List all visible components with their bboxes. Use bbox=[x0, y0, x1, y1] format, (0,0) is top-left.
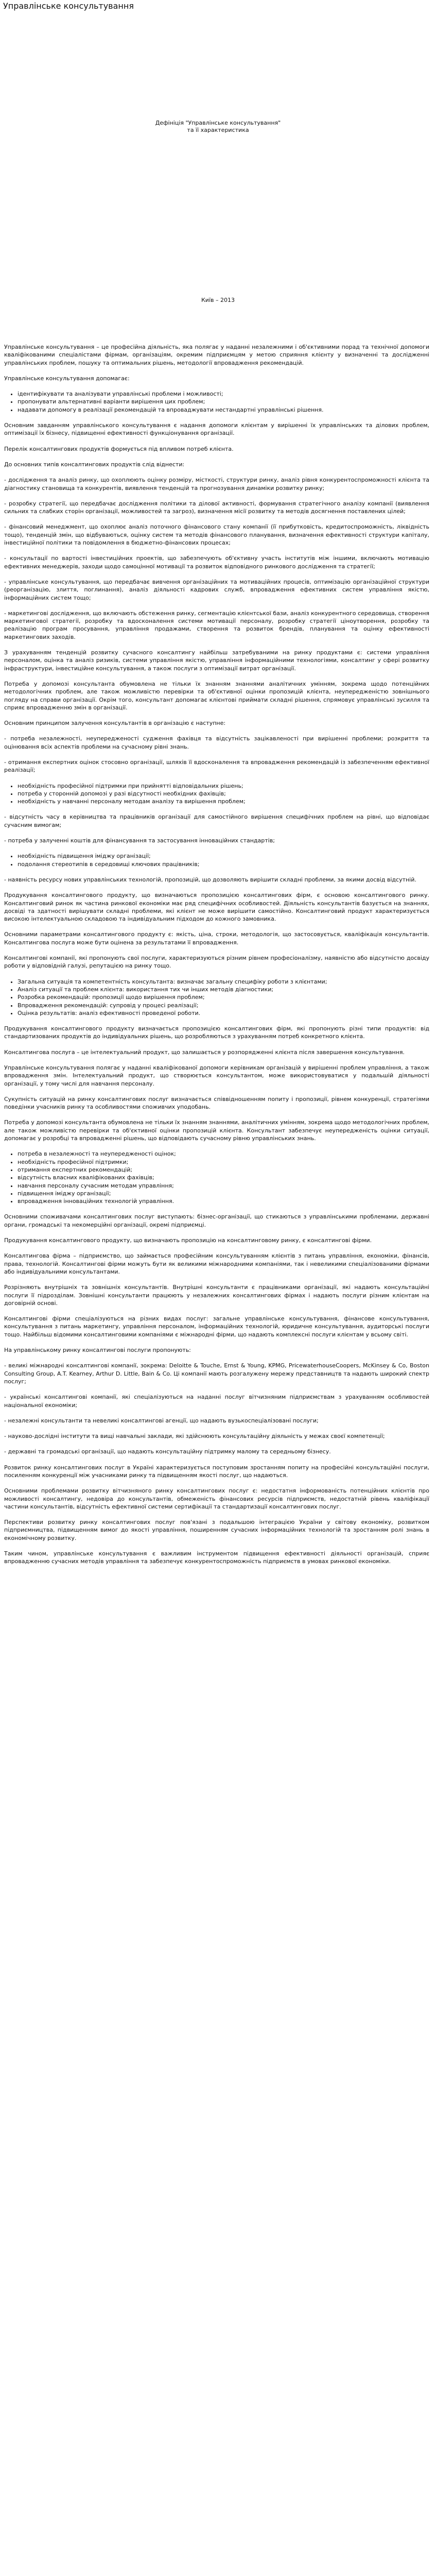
paragraph: З урахуванням тенденцій розвитку сучасного консалтингу найбільш затребуваними на ринку продуктами є: системи управління персоналом, оцінка та аналіз ризиків, системи управління якістю, управління інформаційними технологіями, консалтинг у сфері розвитку інфраструктури, інвестиційне консультування, а також послуги з оптимізації витрат організації. bbox=[4, 649, 429, 672]
paragraph: - незалежні консультанти та невеликі консалтингові агенції, що надають вузькоспеціалізовані послуги; bbox=[4, 1417, 319, 1424]
paragraph: Управлінське консультування полягає у наданні кваліфікованої допомоги керівникам організацій у вирішенні проблем управління, а також впровадження змін. Інтелектуальний продукт, що створюється консультантом, може використовуватися у подальшій діяльності організації, у тому числі для навчання персоналу. bbox=[4, 1064, 429, 1087]
paragraph: Таким чином, управлінське консультування є важливим інструментом підвищення ефективності діяльності організацій, сприяє впровадженню сучасних методів управління та забезпечує конкурентоспроможність підприємств в умовах ринкової економіки. bbox=[4, 1550, 429, 1565]
paragraph: Продукування консалтингового продукту, що визначаються пропозицією консалтингових фірм, є основою консалтингового ринку. Консалтинговий ринок як частина ринкової економіки має ряд специфічних особливостей. Діяльність консультантів базується на знаннях, досвіді та здатності вирішувати складні проблеми, які клієнт не може вирішити самостійно. Консалтинговий продукт характеризується високою інтелектуальною складовою та індивідуальним підходом до кожного замовника. bbox=[4, 892, 429, 923]
characteristics-heading: та її характеристика bbox=[187, 127, 249, 133]
paragraph: Основними проблемами розвитку вітчизняного ринку консалтингових послуг є: недостатня інформованість потенційних клієнтів про можливості консалтингу, недовіра до консультантів, обмеженість фінансових ресурсів підприємств, недостатній рівень кваліфікації частини консультантів, відсутність ефективної системи сертифікації та стандартизації консалтингових послуг. bbox=[4, 1487, 429, 1510]
paragraph: - фінансовий менеджмент, що охоплює аналіз поточного фінансового стану компанії (її прибутковість, кредитоспроможність, ліквідність тощо), тенденцій змін, що відбуваються, оцінку систем та методів фінансового планування, визначення ефективності структури капіталу, інвестиційної політики та повідомлення в бюджетно-фінансових процесах; bbox=[4, 523, 429, 547]
paragraph: - дослідження та аналіз ринку, що охоплюють оцінку розміру, місткості, структури ринку, аналіз рівня конкурентоспроможності клієнта та діагностику становища та конкурентів, виявлення тенденцій та прогнозування динаміки розвитку ринку; bbox=[4, 477, 429, 492]
paragraph: Продукування консалтингового продукту визначається пропозицією консалтингових фірм, які пропонують різні типи продуктів: від стандартизованих продуктів до індивідуальних рішень, що розробляються з урахуванням потреб конкретного клієнта. bbox=[4, 1025, 429, 1040]
list-item: • Впровадження рекомендацій: супровід у процесі реалізації; bbox=[18, 1002, 429, 1009]
paragraph: - великі міжнародні консалтингові компанії, зокрема: Deloitte & Touche, Ernst & Young, KPMG, PricewaterhouseCoopers, McKinsey & Co, Boston Consulting Group, A.T. Kearney, Arthur D. Little, Bain & Co. Ці компанії мають розгалужену мережу представництв та надають широкий спектр послуг; bbox=[4, 1362, 429, 1385]
paragraph: Консалтингова послуга – це інтелектуальний продукт, що залишається у розпорядженні клієнта після завершення консультування. bbox=[4, 1048, 405, 1056]
list-item: • Оцінка результатів: аналіз ефективності проведеної роботи. bbox=[18, 1009, 429, 1017]
paragraph: - потреба незалежності, неупередженості судження фахівця та відсутність зацікавленості при вирішенні проблеми; розкриття та оцінювання всіх аспектів проблеми на сучасному рівні знань. bbox=[4, 735, 429, 750]
paragraph: Консалтингова фірма – підприємство, що займається професійним консультуванням клієнтів з питань управління, економіки, фінансів, права, технологій. Консалтингові фірми можуть бути як великими міжнародними компаніями, так і невеликими спеціалізованими фірмами або індивідуальними консультантами. bbox=[4, 1252, 429, 1275]
list-item: • необхідність професійної підтримки при прийнятті відповідальних рішень; bbox=[18, 782, 429, 790]
paragraph: - державні та громадські організації, що надають консультаційну підтримку малому та середньому бізнесу. bbox=[4, 1448, 331, 1455]
paragraph: - розробку стратегії, що передбачає дослідження політики та ділової активності, формування стратегічного аналізу компанії (виявлення сильних та слабких сторін організації, можливостей та загроз), визначення місії розвитку та методів досягнення поставлених цілей; bbox=[4, 500, 429, 515]
paragraph: - отримання експертних оцінок стосовно організації, шляхів її вдосконалення та впровадження рекомендацій із забезпеченням ефективної реалізації; bbox=[4, 758, 429, 774]
city-year: Київ – 2013 bbox=[201, 297, 235, 303]
paragraph: Управлінське консультування допомагає: bbox=[4, 375, 130, 382]
document-body bbox=[4, 343, 429, 1573]
list-item: • відсутність власних кваліфікованих фахівців; bbox=[18, 1174, 429, 1181]
bullet-list bbox=[4, 782, 429, 806]
paragraph: - українські консалтингові компанії, які спеціалізуються на наданні послуг вітчизняним підприємствам з урахуванням особливостей національної економіки; bbox=[4, 1394, 429, 1409]
paragraph: Потреба у допомозі консультанта обумовлена не тільки їх знанням знаннями аналітичних умінням, зокрема щодо потенційних методологічних проблем, але також можливістю перевірки та об'єктивної оцінки пропозицій клієнта, неупередженістю зовнішнього погляду на справи організації. Окрім того, консультант допомагає клієнтові приймати складні рішення, спрямовує управлінські зусилля та сприяє впровадженню змін в організації. bbox=[4, 680, 429, 711]
page-title: Управлінське консультування bbox=[3, 1, 134, 11]
list-item: • Загальна ситуація та компетентність консультанта: визначає загальну специфіку роботи з клієнтами; bbox=[18, 978, 429, 986]
definition-heading: Дефініція "Управлінське консультування" bbox=[155, 120, 281, 126]
paragraph: - потреба у залученні коштів для фінансування та застосування інноваційних стандартів; bbox=[4, 837, 275, 844]
paragraph: Перспективи розвитку ринку консалтингових послуг пов'язані з подальшою інтеграцією України у світову економіку, розвитком підприємництва, підвищенням вимог до якості управління, поширенням сучасних інформаційних технологій та зростанням ролі знань в економічному розвитку. bbox=[4, 1519, 429, 1541]
paragraph: На управлінському ринку консалтингові послуги пропонують: bbox=[4, 1347, 191, 1354]
list-item: • впровадження інноваційних технологій управління. bbox=[18, 1197, 429, 1205]
list-item: • потреба у сторонній допомозі у разі відсутності необхідних фахівців; bbox=[18, 790, 429, 798]
paragraph: - наявність ресурсу нових управлінських технологій, пропозицій, що дозволяють вирішити складні проблеми, за якими досвід відсутній. bbox=[4, 876, 416, 883]
paragraph: - науково-дослідні інститути та вищі навчальні заклади, які здійснюють консультаційну діяльність у межах своєї компетенції; bbox=[4, 1433, 385, 1440]
paragraph: Управлінське консультування – це професійна діяльність, яка полягає у наданні незалежними і об'єктивними порад та технічної допомоги кваліфікованими спеціалістами фірмам, організаціям, окремим підприємцям у метою сприяння клієнту у визначенні та дослідженні управлінських проблем, пошуку та оптимальних рішень, методології впровадження рекомендацій. bbox=[4, 344, 429, 366]
list-item: • навчання персоналу сучасним методам управління; bbox=[18, 1182, 429, 1190]
list-item: • Аналіз ситуації та проблем клієнта: використання тих чи інших методів діагностики; bbox=[18, 986, 429, 993]
paragraph: - управлінське консультування, що передбачає вивчення організаційних та мотиваційних процесів, оптимізацію організаційної структури (реорганізацію, злиття, поглинання), аналіз діяльності кадрових служб, впровадження ефективних систем управління якістю, інформаційних систем тощо; bbox=[4, 578, 429, 601]
paragraph: Основними параметрами консалтингового продукту є: якість, ціна, строки, методологія, що застосовується, кваліфікація консультантів. Консалтингова послуга може бути оцінена за результатами її впровадження. bbox=[4, 931, 429, 946]
list-item: • надавати допомогу в реалізації рекомендацій та впроваджувати нестандартні управлінські рішення. bbox=[18, 406, 429, 414]
paragraph: Перелік консалтингових продуктів формується під впливом потреб клієнта. bbox=[4, 445, 234, 452]
paragraph: Розрізняють внутрішніх та зовнішніх консультантів. Внутрішні консультанти є працівниками організації, які надають консультаційні послуги її підрозділам. Зовнішні консультанти працюють у незалежних консалтингових фірмах і надають послуги різним клієнтам на договірній основі. bbox=[4, 1284, 429, 1307]
paragraph: Сукупність ситуацій на ринку консалтингових послуг визначається співвідношенням попиту і пропозиції, рівнем конкуренції, стратегіями поведінки учасників ринку та особливостями споживчих уподобань. bbox=[4, 1095, 429, 1111]
list-item: • підвищення іміджу організації; bbox=[18, 1190, 429, 1197]
list-item: • необхідність підвищення іміджу організації; bbox=[18, 852, 429, 860]
list-item: • отримання експертних рекомендацій; bbox=[18, 1166, 429, 1174]
list-item: • ідентифікувати та аналізувати управлінські проблеми і можливості; bbox=[18, 390, 429, 398]
paragraph: - відсутність часу в керівництва та працівників організації для самостійного вирішення специфічних проблем на рівні, що відповідає сучасним вимогам; bbox=[4, 814, 429, 828]
paragraph: Основним принципом залучення консультантів в організацію є наступне: bbox=[4, 720, 226, 727]
list-item: • потреба в незалежності та неупередженості оцінок; bbox=[18, 1150, 429, 1158]
bullet-list bbox=[4, 1150, 429, 1205]
list-item: • Розробка рекомендацій: пропозиції щодо вирішення проблем; bbox=[18, 993, 429, 1001]
paragraph: Розвиток ринку консалтингових послуг в Україні характеризується поступовим зростанням попиту на професійні консультаційні послуги, посиленням конкуренції між учасниками ринку та підвищенням якості послуг, що надаються. bbox=[4, 1464, 429, 1479]
paragraph: - консультації по вартості інвестиційних проектів, що забезпечують об'єктивну участь інститутів між іншими, включають мотивацію ефективних менеджерів, заходи щодо самоцінної мотивації та розвиток відповідного ринкового дослідження та стратегії; bbox=[4, 555, 429, 570]
list-item: • пропонувати альтернативні варіанти вирішення цих проблем; bbox=[18, 398, 429, 405]
paragraph: Консалтингові фірми спеціалізуються на різних видах послуг: загальне управлінське консультування, фінансове консультування, консультування з питань маркетингу, управління персоналом, інформаційних технологій, юридичне консультування, аудиторські послуги тощо. Найбільш відомими консалтинговими компаніями є міжнародні фірми, що надають комплексні послуги клієнтам у всьому світі. bbox=[4, 1315, 429, 1338]
list-item: • необхідність професійної підтримки; bbox=[18, 1158, 429, 1166]
bullet-list bbox=[4, 390, 429, 414]
paragraph: Основними споживачами консалтингових послуг виступають: бізнес-організації, що стикаються з управлінськими проблемами, державні органи, громадські та некомерційні організації, окремі підприємці. bbox=[4, 1213, 429, 1228]
paragraph: Продукування консалтингового продукту, що визначають пропозицію на консалтинговому ринку, є консалтингові фірми. bbox=[4, 1237, 372, 1244]
bullet-list bbox=[4, 978, 429, 1017]
paragraph: До основних типів консалтингових продуктів слід віднести: bbox=[4, 461, 185, 468]
list-item: • подолання стереотипів в середовищі ключових працівників; bbox=[18, 860, 429, 868]
paragraph: Консалтингові компанії, які пропонують свої послуги, характеризуються різним рівнем професіоналізму, наявністю або відсутністю досвіду роботи у відповідній галузі, репутацією на ринку тощо. bbox=[4, 955, 429, 970]
list-item: • необхідність у навчанні персоналу методам аналізу та вирішення проблем; bbox=[18, 798, 429, 805]
paragraph: Основним завданням управлінського консультування є надання допомоги клієнтам у вирішенні їх управлінських та ділових проблем, оптимізації їх бізнесу, підвищенні ефективності функціонування організації. bbox=[4, 422, 429, 437]
bullet-list bbox=[4, 852, 429, 868]
paragraph: Потреба у допомозі консультанта обумовлена не тільки їх знанням знаннями, аналітичних умінням, зокрема щодо методологічних проблем, але також можливістю перевірки та об'єктивної оцінки пропозицій клієнта. Консультант забезпечує неупередженість оцінки ситуації, допомагає у розробці та впровадженні рішень, що відповідають сучасному рівню управлінських знань. bbox=[4, 1119, 429, 1142]
paragraph: - маркетингові дослідження, що включають обстеження ринку, сегментацію клієнтської бази, аналіз конкурентного середовища, створення маркетингової стратегії, розробку та вдосконалення системи мотивації персоналу, розробку стратегії ціноутворення, розробку та реалізацію програм просування, управління продажами, створення та розвиток брендів, планування та оцінку ефективності маркетингових заходів. bbox=[4, 609, 430, 640]
